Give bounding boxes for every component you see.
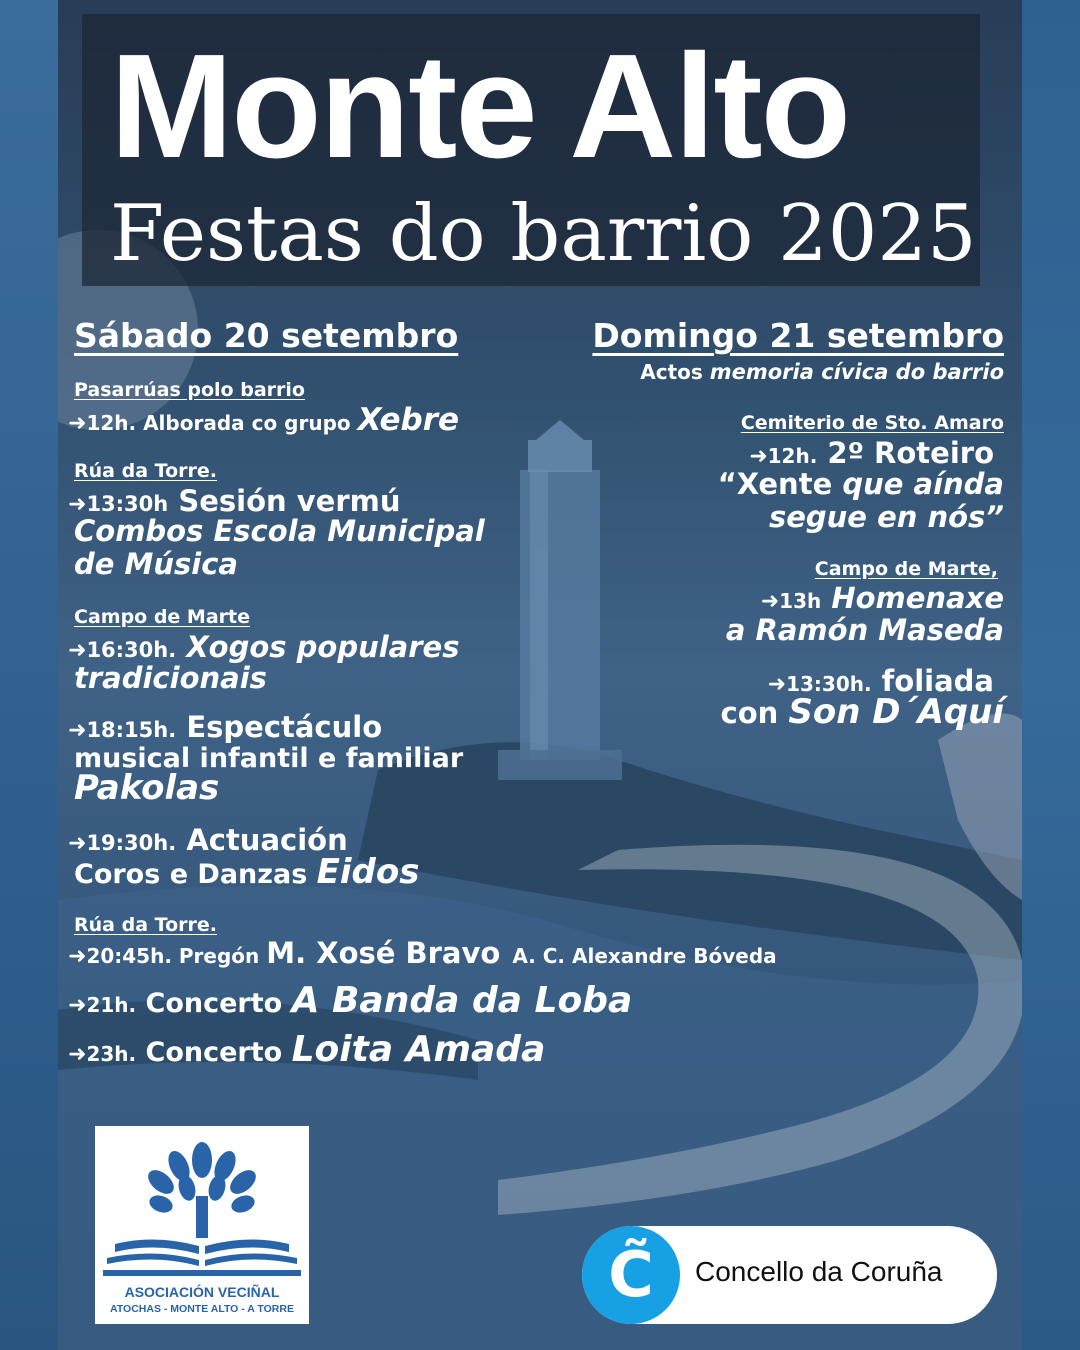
sunday-event-1-line-3: segue en nós” — [768, 500, 1004, 534]
saturday-location-1: Pasarrúas polo barrio — [74, 379, 305, 401]
saturday-event-4-line-2: musical infantil e familiar — [74, 743, 464, 774]
concello-name: Concello da Coruña — [695, 1256, 943, 1287]
poster-subtitle: Festas do barrio 2025 — [110, 189, 977, 279]
saturday-event-2-line-2: Combos Escola Municipal — [74, 514, 485, 548]
arrow-icon: ➜ — [749, 444, 768, 469]
sunday-event-1: ➜12h. 2º Roteiro — [749, 436, 994, 470]
saturday-event-6: ➜20:45h. Pregón M. Xosé Bravo A. C. Alexandre Bóveda — [68, 936, 777, 970]
arrow-icon: ➜ — [68, 411, 87, 436]
saturday-event-5-line-2: Coros e Danzas Eidos — [74, 852, 420, 892]
sunday-event-2-line-2: a Ramón Maseda — [725, 613, 1004, 647]
arrow-icon: ➜ — [68, 944, 87, 969]
saturday-event-4: ➜18:15h. Espectáculo — [68, 710, 383, 744]
arrow-icon: ➜ — [760, 589, 780, 614]
saturday-event-1: ➜12h. Alborada co grupo Xebre — [68, 402, 460, 438]
saturday-event-8: ➜23h. Concerto Loita Amada — [68, 1029, 546, 1070]
poster-title: Monte Alto — [110, 24, 850, 189]
sunday-event-3-line-2: con Son D´Aquí — [720, 692, 1004, 732]
arrow-icon: ➜ — [68, 1042, 87, 1067]
association-name: ASOCIACIÓN VECIÑAL — [124, 1284, 280, 1300]
arrow-icon: ➜ — [68, 718, 87, 743]
sunday-location-1: Cemiterio de Sto. Amaro — [740, 412, 1004, 434]
concello-c-icon: C̃ — [582, 1226, 680, 1324]
saturday-event-2: ➜13:30h Sesión vermú — [68, 484, 401, 518]
arrow-icon: ➜ — [68, 492, 87, 517]
lighthouse-tower-icon — [498, 420, 622, 780]
saturday-location-4: Rúa da Torre. — [74, 914, 217, 936]
right-border — [1022, 0, 1080, 1350]
saturday-location-3: Campo de Marte — [74, 606, 251, 628]
arrow-icon: ➜ — [68, 638, 87, 663]
saturday-heading: Sábado 20 setembro — [74, 316, 459, 355]
arrow-icon: ➜ — [767, 672, 787, 697]
sunday-event-3: ➜13:30h. foliada — [767, 664, 994, 698]
saturday-event-3-line-2: tradicionais — [74, 661, 267, 695]
saturday-event-4-line-3: Pakolas — [74, 768, 220, 808]
sunday-location-2: Campo de Marte, — [814, 558, 998, 580]
sunday-heading: Domingo 21 setembro — [592, 316, 1004, 355]
sunday-event-1-line-2: “Xente que aínda — [717, 467, 1004, 501]
saturday-event-2-line-3: de Música — [74, 547, 238, 581]
saturday-event-5: ➜19:30h. Actuación — [68, 823, 348, 857]
saturday-event-7: ➜21h. Concerto A Banda da Loba — [68, 980, 633, 1021]
arrow-icon: ➜ — [68, 831, 87, 856]
arrow-icon: ➜ — [68, 993, 87, 1018]
association-logo — [95, 1126, 309, 1324]
concello-logo — [582, 1226, 997, 1324]
sunday-subheading: Actos memoria cívica do barrio — [640, 360, 1004, 384]
left-border — [0, 0, 58, 1350]
saturday-location-2: Rúa da Torre. — [74, 460, 217, 482]
sunday-event-2: ➜13h Homenaxe — [760, 581, 1004, 615]
tree-book-icon — [95, 1126, 309, 1286]
saturday-event-3: ➜16:30h. Xogos populares — [68, 630, 460, 664]
association-area: ATOCHAS - MONTE ALTO - A TORRE — [110, 1303, 294, 1315]
